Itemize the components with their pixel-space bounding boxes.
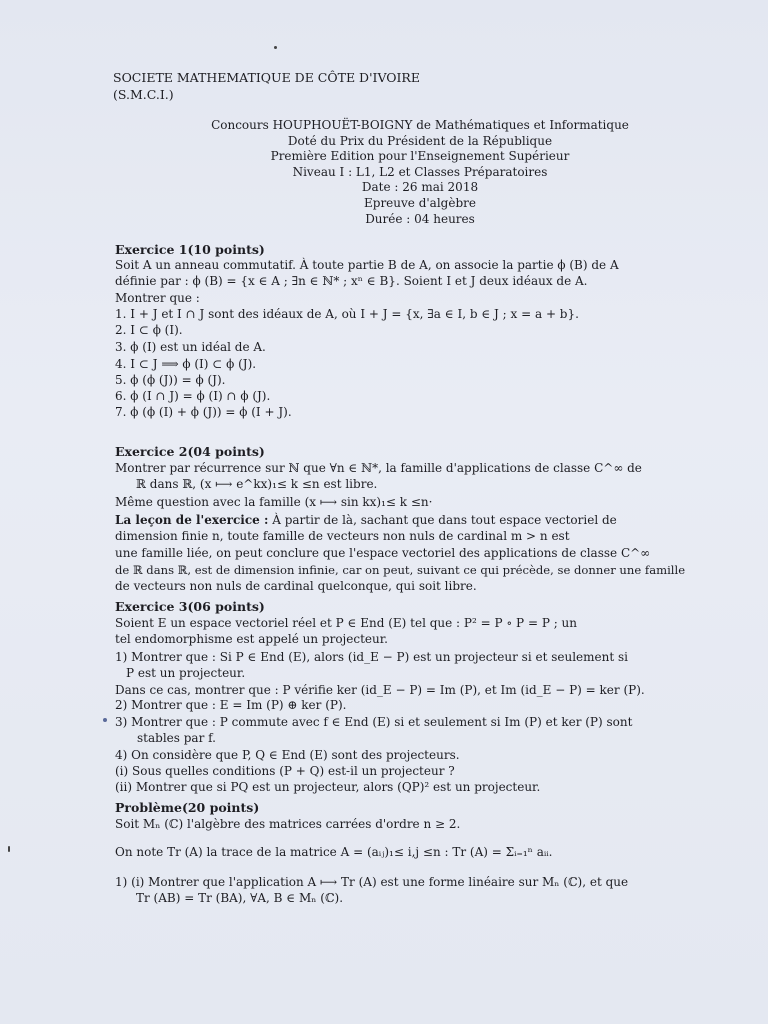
scan-speck [274,46,277,49]
exercise-2-line: Même question avec la famille (x ⟼ sin kx)₁≤ k ≤n· [115,495,433,509]
problem-line: On note Tr (A) la trace de la matrice A = (aᵢⱼ)₁≤ i,j ≤n : Tr (A) = Σᵢ₌₁ⁿ aᵢᵢ. [115,845,553,859]
exercise-3-line: 1) Montrer que : Si P ∈ End (E), alors (id_E − P) est un projecteur si et seulement si [115,650,628,664]
problem-title: Problème(20 points) [115,800,260,815]
exercise-3-line: 4) On considère que P, Q ∈ End (E) sont des projecteurs. [115,748,460,762]
exam-subject: Epreuve d'algèbre [364,196,476,210]
exercise-3-line: (i) Sous quelles conditions (P + Q) est-il un projecteur ? [115,764,455,778]
scan-speck [8,846,10,852]
exam-duration: Durée : 04 heures [365,212,475,226]
exercise-3-title: Exercice 3(06 points) [115,599,265,614]
prize-line: Doté du Prix du Président de la République [287,133,553,148]
lesson-label: La leçon de l'exercice : [115,513,269,527]
exercise-3-line: (ii) Montrer que si PQ est un projecteur, alors (QP)² est un projecteur. [115,780,541,794]
exercise-3-line: stables par f. [137,731,216,745]
problem-line: Soit Mₙ (ℂ) l'algèbre des matrices carrées d'ordre n ≥ 2. [115,817,461,831]
exercise-1-item: 2. I ⊂ ϕ (I). [115,323,183,337]
contest-name: Concours HOUPHOUËT-BOIGNY de Mathématiques et Informatique [211,118,629,132]
exercise-1-item: 5. ϕ (ϕ (J)) = ϕ (J). [115,373,226,387]
exercise-1-item: 4. I ⊂ J ⟹ ϕ (I) ⊂ ϕ (J). [115,357,257,371]
exercise-2-line: Montrer par récurrence sur ℕ que ∀n ∈ ℕ*, la famille d'applications de classe C^∞ de [115,461,642,475]
exercise-1-line: définie par : ϕ (B) = {x ∈ A ; ∃n ∈ ℕ* ; xⁿ ∈ B}. Soient I et J deux idéaux de A. [115,274,588,288]
exercise-1-line: Montrer que : [115,291,200,305]
exercise-2-title: Exercice 2(04 points) [115,444,265,459]
level-line: Niveau I : L1, L2 et Classes Préparatoires [292,164,548,179]
exercise-2-lesson-line: de vecteurs non nuls de cardinal quelconque, qui soit libre. [115,579,477,593]
exercise-2-lesson-line [115,513,617,528]
exercise-2-lesson-line: de ℝ dans ℝ, est de dimension infinie, car on peut, suivant ce qui précède, se donner une famille [115,563,686,577]
exercise-2-lesson-line: dimension finie n, toute famille de vecteurs non nuls de cardinal m > n est [115,529,570,543]
exercise-3-line: tel endomorphisme est appelé un projecteur. [115,632,388,646]
problem-line: 1) (i) Montrer que l'application A ⟼ Tr (A) est une forme linéaire sur Mₙ (ℂ), et que [115,875,629,889]
exercise-3-line: 3) Montrer que : P commute avec f ∈ End (E) si et seulement si Im (P) et ker (P) sont [115,715,633,729]
lesson-text: À partir de là, sachant que dans tout espace vectoriel de [268,513,617,527]
exercise-1-item: 7. ϕ (ϕ (I) + ϕ (J)) = ϕ (I + J). [115,405,292,419]
exercise-2-line: ℝ dans ℝ, (x ⟼ e^kx)₁≤ k ≤n est libre. [136,477,378,491]
edition-line: Première Edition pour l'Enseignement Supérieur [270,149,570,163]
exam-date: Date : 26 mai 2018 [361,180,479,194]
organization-abbreviation: (S.M.C.I.) [113,87,174,102]
exercise-2-lesson-line: une famille liée, on peut conclure que l'espace vectoriel des applications de classe C^∞ [115,546,651,560]
problem-line: Tr (AB) = Tr (BA), ∀A, B ∈ Mₙ (ℂ). [136,891,344,905]
exercise-3-line: Dans ce cas, montrer que : P vérifie ker (id_E − P) = Im (P), et Im (id_E − P) = ker (P). [115,683,645,697]
exercise-3-line: Soient E un espace vectoriel réel et P ∈ End (E) tel que : P² = P ∘ P = P ; un [115,616,578,630]
exercise-1-line: Soit A un anneau commutatif. À toute partie B de A, on associe la partie ϕ (B) de A [115,258,619,272]
exercise-3-line: 2) Montrer que : E = Im (P) ⊕ ker (P). [115,698,347,712]
exercise-1-item: 3. ϕ (I) est un idéal de A. [115,340,266,354]
exercise-3-line: P est un projecteur. [126,666,246,680]
scan-speck [103,718,107,722]
exercise-1-item: 6. ϕ (I ∩ J) = ϕ (I) ∩ ϕ (J). [115,389,271,403]
exercise-1-item: 1. I + J et I ∩ J sont des idéaux de A, où I + J = {x, ∃a ∈ I, b ∈ J ; x = a + b}. [115,307,579,321]
organization-name: SOCIETE MATHEMATIQUE DE CÔTE D'IVOIRE [113,70,420,85]
exercise-1-title: Exercice 1(10 points) [115,242,265,257]
